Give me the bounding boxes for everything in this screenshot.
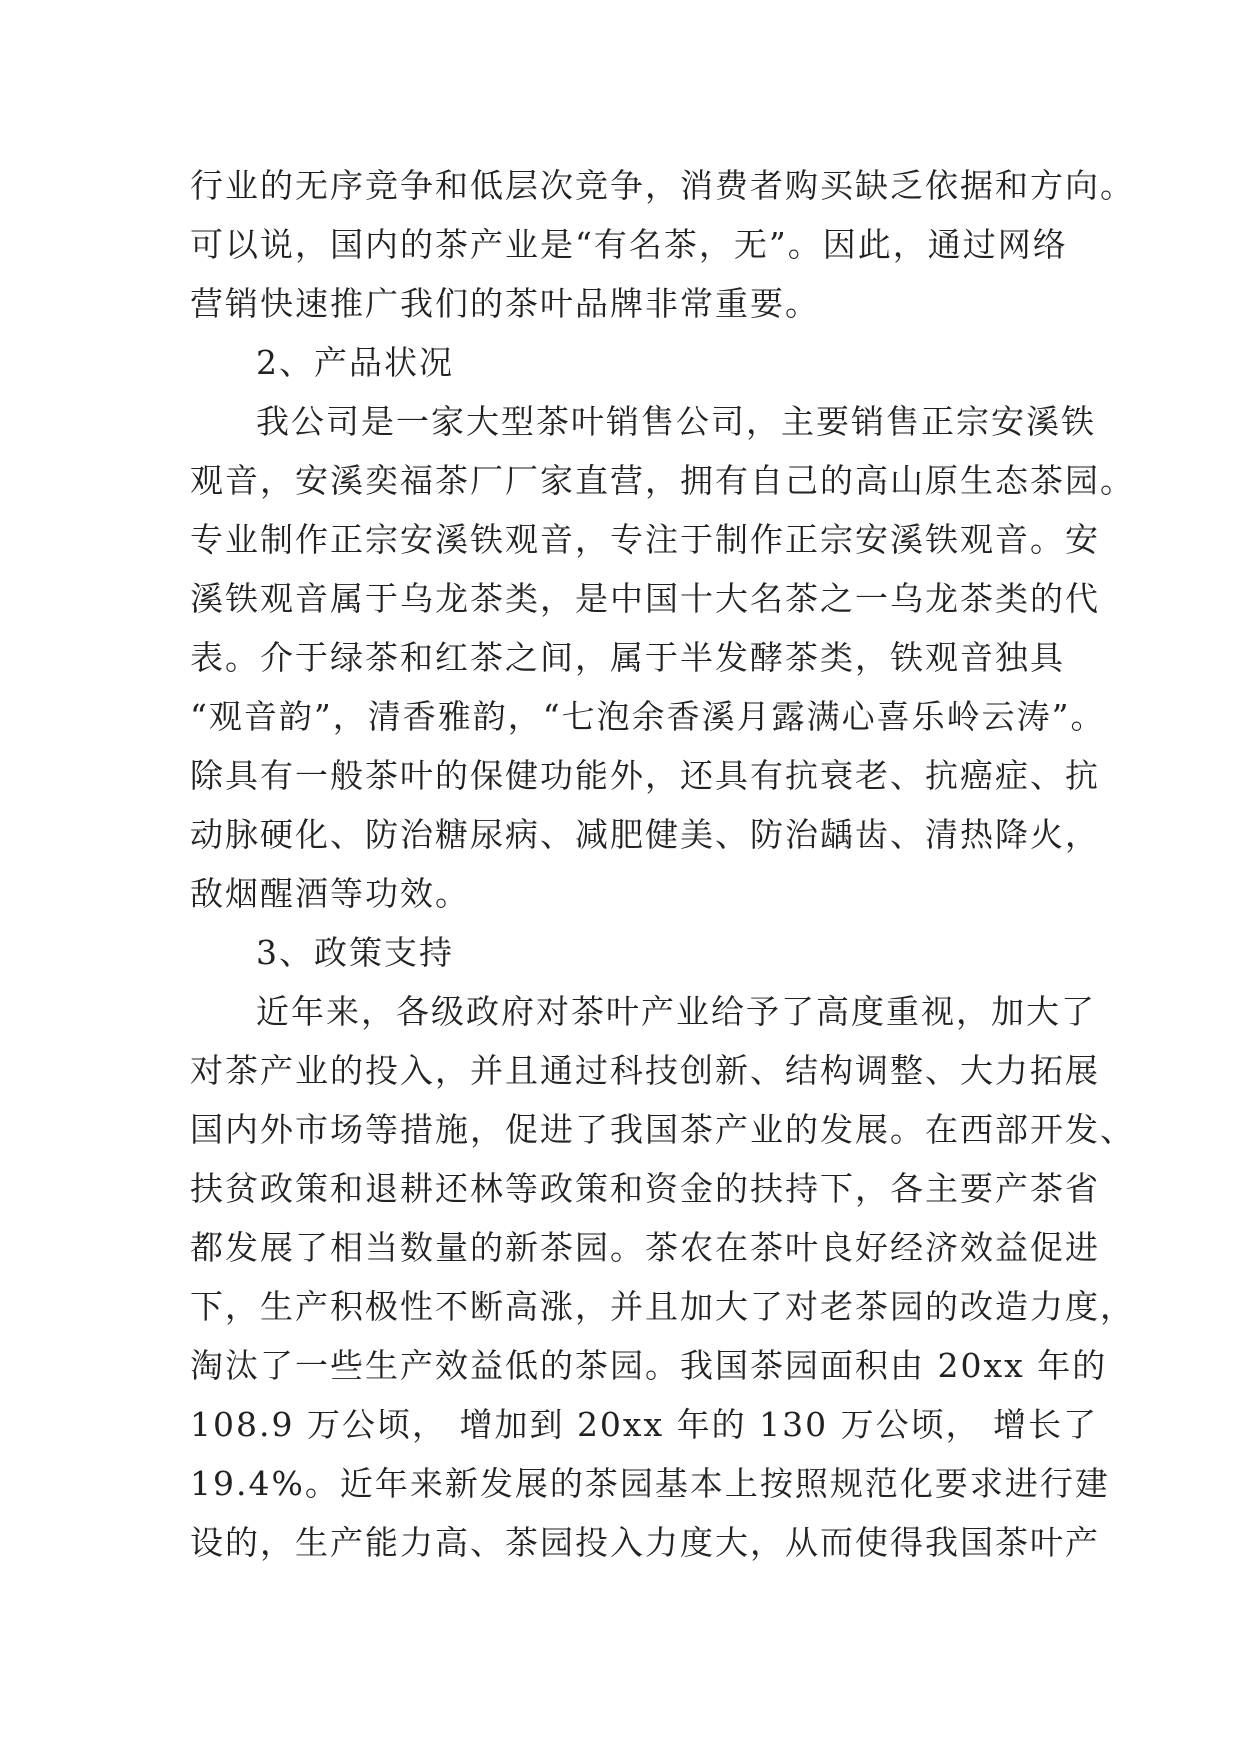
text-line: 对茶产业的投入，并且通过科技创新、结构调整、大力拓展 [190, 1051, 1100, 1090]
text-line: 专业制作正宗安溪铁观音，专注于制作正宗安溪铁观音。安 [190, 520, 1100, 559]
text-line: 营销快速推广我们的茶叶品牌非常重要。 [190, 284, 820, 323]
text-line: 扶贫政策和退耕还林等政策和资金的扶持下，各主要产茶省 [190, 1169, 1100, 1208]
text-line: 可以说，国内的茶产业是“有名茶，无”。因此，通过网络 [190, 225, 1068, 264]
text-line: 108.9 万公顷， 增加到 20xx 年的 130 万公顷， 增长了 [190, 1405, 1099, 1444]
text-line: 下，生产积极性不断高涨，并且加大了对老茶园的改造力度， [190, 1287, 1135, 1326]
text-line: 国内外市场等措施，促进了我国茶产业的发展。在西部开发、 [190, 1110, 1135, 1149]
section-heading-policy: 3、政策支持 [256, 933, 454, 972]
text-line: 淘汰了一些生产效益低的茶园。我国茶园面积由 20xx 年的 [190, 1346, 1108, 1385]
text-line: 设的，生产能力高、茶园投入力度大，从而使得我国茶叶产 [190, 1523, 1100, 1562]
text-line: 行业的无序竞争和低层次竞争，消费者购买缺乏依据和方向。 [190, 166, 1135, 205]
text-line: 敌烟醒酒等功效。 [190, 874, 470, 913]
section-heading-product: 2、产品状况 [256, 343, 454, 382]
text-line: 观音，安溪奕福茶厂厂家直营，拥有自己的高山原生态茶园。 [190, 461, 1135, 500]
text-line: 我公司是一家大型茶叶销售公司，主要销售正宗安溪铁 [256, 402, 1096, 441]
text-line: 表。介于绿茶和红茶之间，属于半发酵茶类，铁观音独具 [190, 638, 1065, 677]
text-line: 溪铁观音属于乌龙茶类，是中国十大名茶之一乌龙茶类的代 [190, 579, 1100, 618]
text-line: 动脉硬化、防治糖尿病、减肥健美、防治龋齿、清热降火， [190, 815, 1100, 854]
text-line: 19.4%。近年来新发展的茶园基本上按照规范化要求进行建 [190, 1464, 1110, 1503]
text-line: 除具有一般茶叶的保健功能外，还具有抗衰老、抗癌症、抗 [190, 756, 1100, 795]
body-text [190, 156, 1135, 1572]
text-line: 都发展了相当数量的新茶园。茶农在茶叶良好经济效益促进 [190, 1228, 1100, 1267]
text-line: “观音韵”，清香雅韵，“七泡余香溪月露满心喜乐岭云涛”。 [190, 697, 1106, 736]
text-line: 近年来，各级政府对茶叶产业给予了高度重视，加大了 [256, 992, 1096, 1031]
